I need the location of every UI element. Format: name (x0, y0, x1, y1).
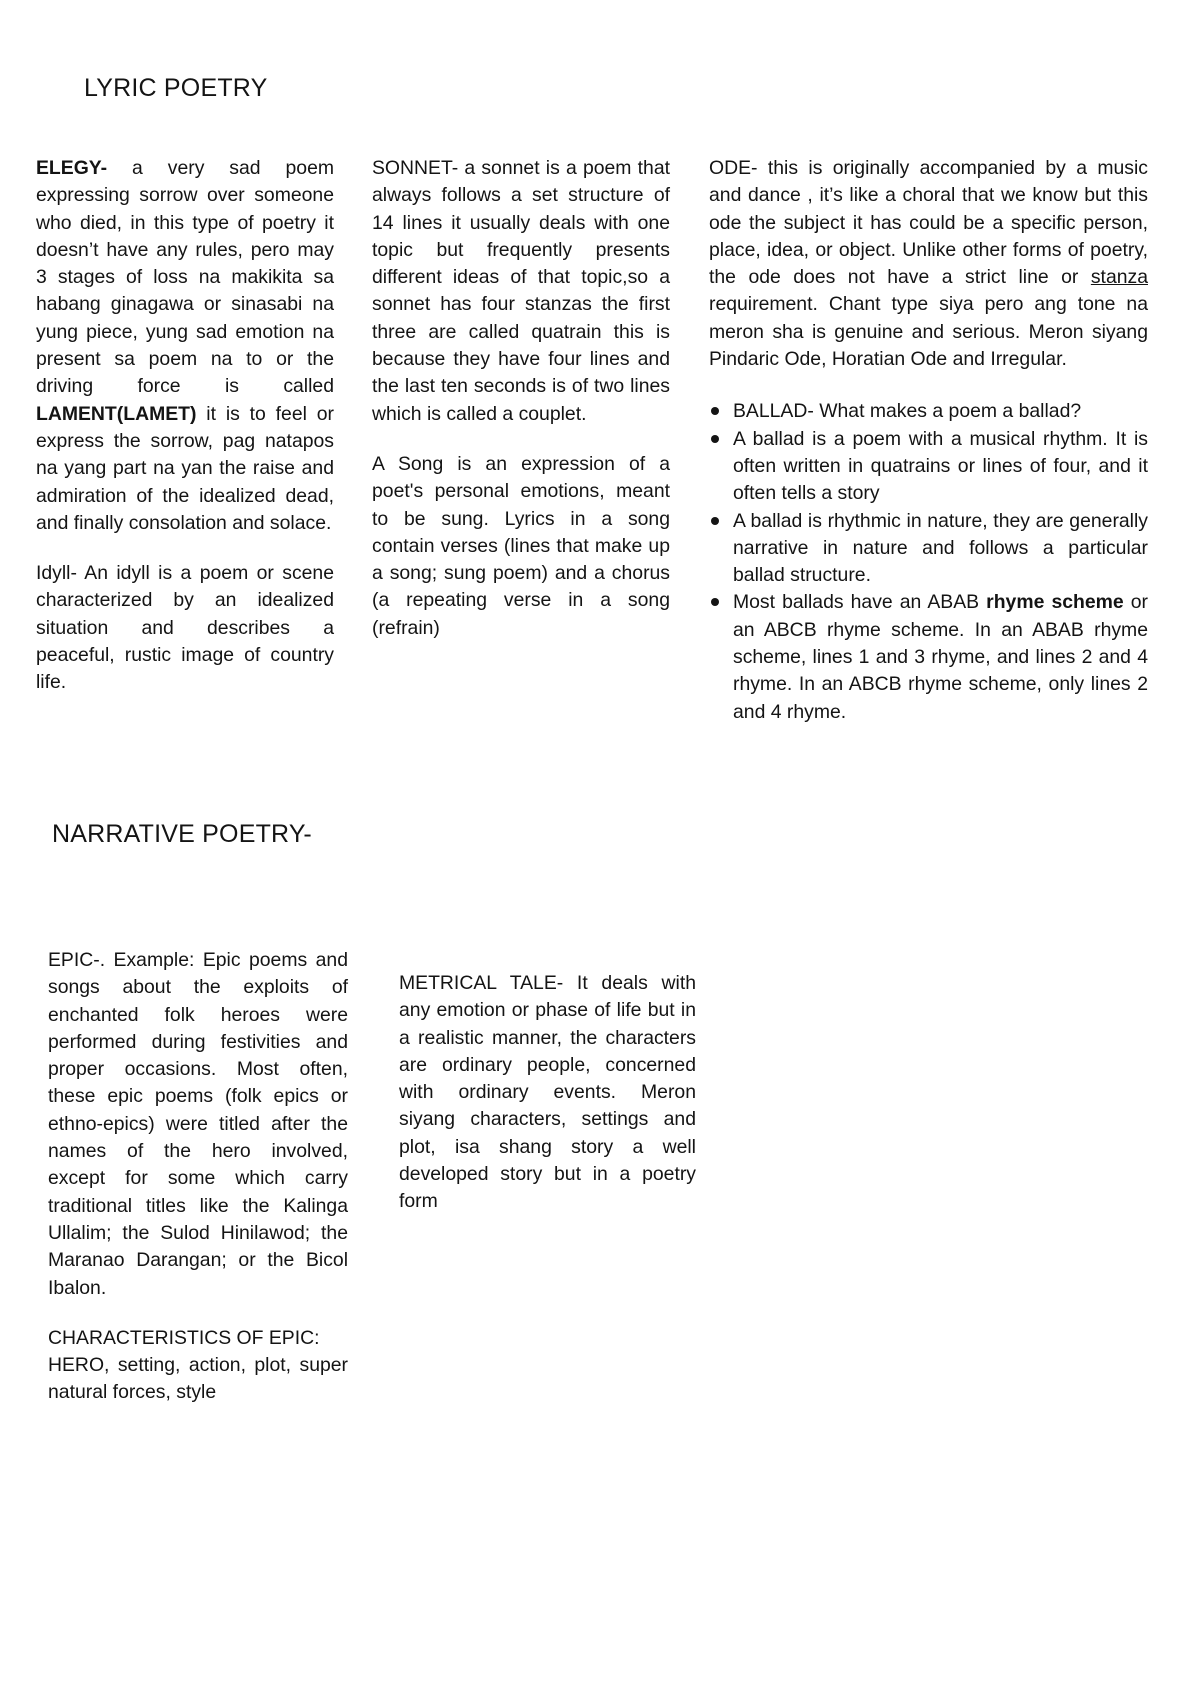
column-epic (48, 947, 348, 1407)
ballad-bullet-2: A ballad is a poem with a musical rhythm. It is often written in quatrains or lines of four, and it often tells a story (709, 426, 1148, 508)
ballad-bullet-4-post: or an ABCB rhyme scheme. In an ABAB rhyme scheme, lines 1 and 3 rhyme, and lines 2 and 4 rhyme. In an ABCB rhyme scheme, only lines 2 and 4 rhyme. (733, 591, 1148, 723)
elegy-text-1: a very sad poem expressing sorrow over someone who died, in this type of poetry it doesn’t have any rules, pero may 3 stages of loss na makikita sa habang ginagawa or sinasabi na yung piece, yung sad emotion na present sa poem na to or the driving force is called (36, 157, 334, 398)
lament-term: LAMENT(LAMET) (36, 402, 197, 425)
ballad-bullet-4-pre: Most ballads have an ABAB (733, 591, 987, 614)
elegy-term: ELEGY- (36, 157, 108, 179)
song-paragraph: A Song is an expression of a poet's personal emotions, meant to be sung. Lyrics in a song contain verses (lines that make up a song; sung poem) and a chorus (a repeating verse in a song (refrain) (372, 452, 670, 639)
column-ode-ballad (709, 155, 1148, 726)
epic-characteristics (48, 1325, 348, 1407)
stanza-underlined-word: stanza (1090, 266, 1148, 289)
ode-text-2: requirement. Chant type siya pero ang tone na meron sha is genuine and serious. Meron siyang Pindaric Ode, Horatian Ode and Irregular. (709, 293, 1148, 371)
column-sonnet-song (372, 155, 670, 642)
elegy-text-2: it is to feel or express the sorrow, pag natapos na yang part na yan the raise and admiration of the idealized dead, and finally consolation and solace. (36, 402, 334, 534)
characteristics-title: CHARACTERISTICS OF EPIC: (48, 1326, 320, 1349)
epic-paragraph: EPIC-. Example: Epic poems and songs about the exploits of enchanted folk heroes were performed during festivities and proper occasions. Most often, these epic poems (folk epics or ethno-epics) were titled after the names of the hero involved, except for some which carry traditional titles like the Kalinga Ullalim; the Sulod Hinilawod; the Maranao Darangan; or the Bicol Ibalon. (48, 949, 348, 1299)
ballad-bullet-4 (709, 589, 1148, 725)
ballad-bullet-list (709, 398, 1148, 726)
idyll-paragraph: Idyll- An idyll is a poem or scene characterized by an idealized situation and describes a peaceful, rustic image of country life. (36, 562, 334, 694)
sonnet-paragraph: SONNET- a sonnet is a poem that always follows a set structure of 14 lines it usually deals with one topic but frequently presents different ideas of that topic,so a sonnet has four stanzas the first three are called quatrain this is because they have four lines and the last ten seconds is of two lines which is called a couplet. (372, 157, 670, 425)
lyric-poetry-heading: LYRIC POETRY (84, 74, 268, 102)
characteristics-text: HERO, setting, action, plot, super natural forces, style (48, 1354, 348, 1404)
ballad-bullet-3: A ballad is rhythmic in nature, they are generally narrative in nature and follows a particular ballad structure. (709, 508, 1148, 590)
elegy-paragraph (36, 155, 334, 537)
ode-paragraph (709, 155, 1148, 373)
column-elegy-idyll (36, 155, 334, 697)
rhyme-scheme-bold: rhyme scheme (986, 591, 1124, 614)
ballad-bullet-1: BALLAD- What makes a poem a ballad? (709, 398, 1148, 425)
metrical-tale-paragraph: METRICAL TALE- It deals with any emotion or phase of life but in a realistic manner, the characters are ordinary people, concerned with ordinary events. Meron siyang characters, settings and plot, isa shang story a well developed story but in a poetry form (399, 972, 696, 1213)
column-metrical-tale (399, 970, 696, 1216)
ode-text-1: ODE- this is originally accompanied by a music and dance , it’s like a choral that we know but this ode the subject it has could be a specific person, place, idea, or object. Unlike other forms of poetry, the ode does not have a strict line or (709, 157, 1148, 289)
narrative-poetry-heading: NARRATIVE POETRY- (52, 820, 312, 848)
